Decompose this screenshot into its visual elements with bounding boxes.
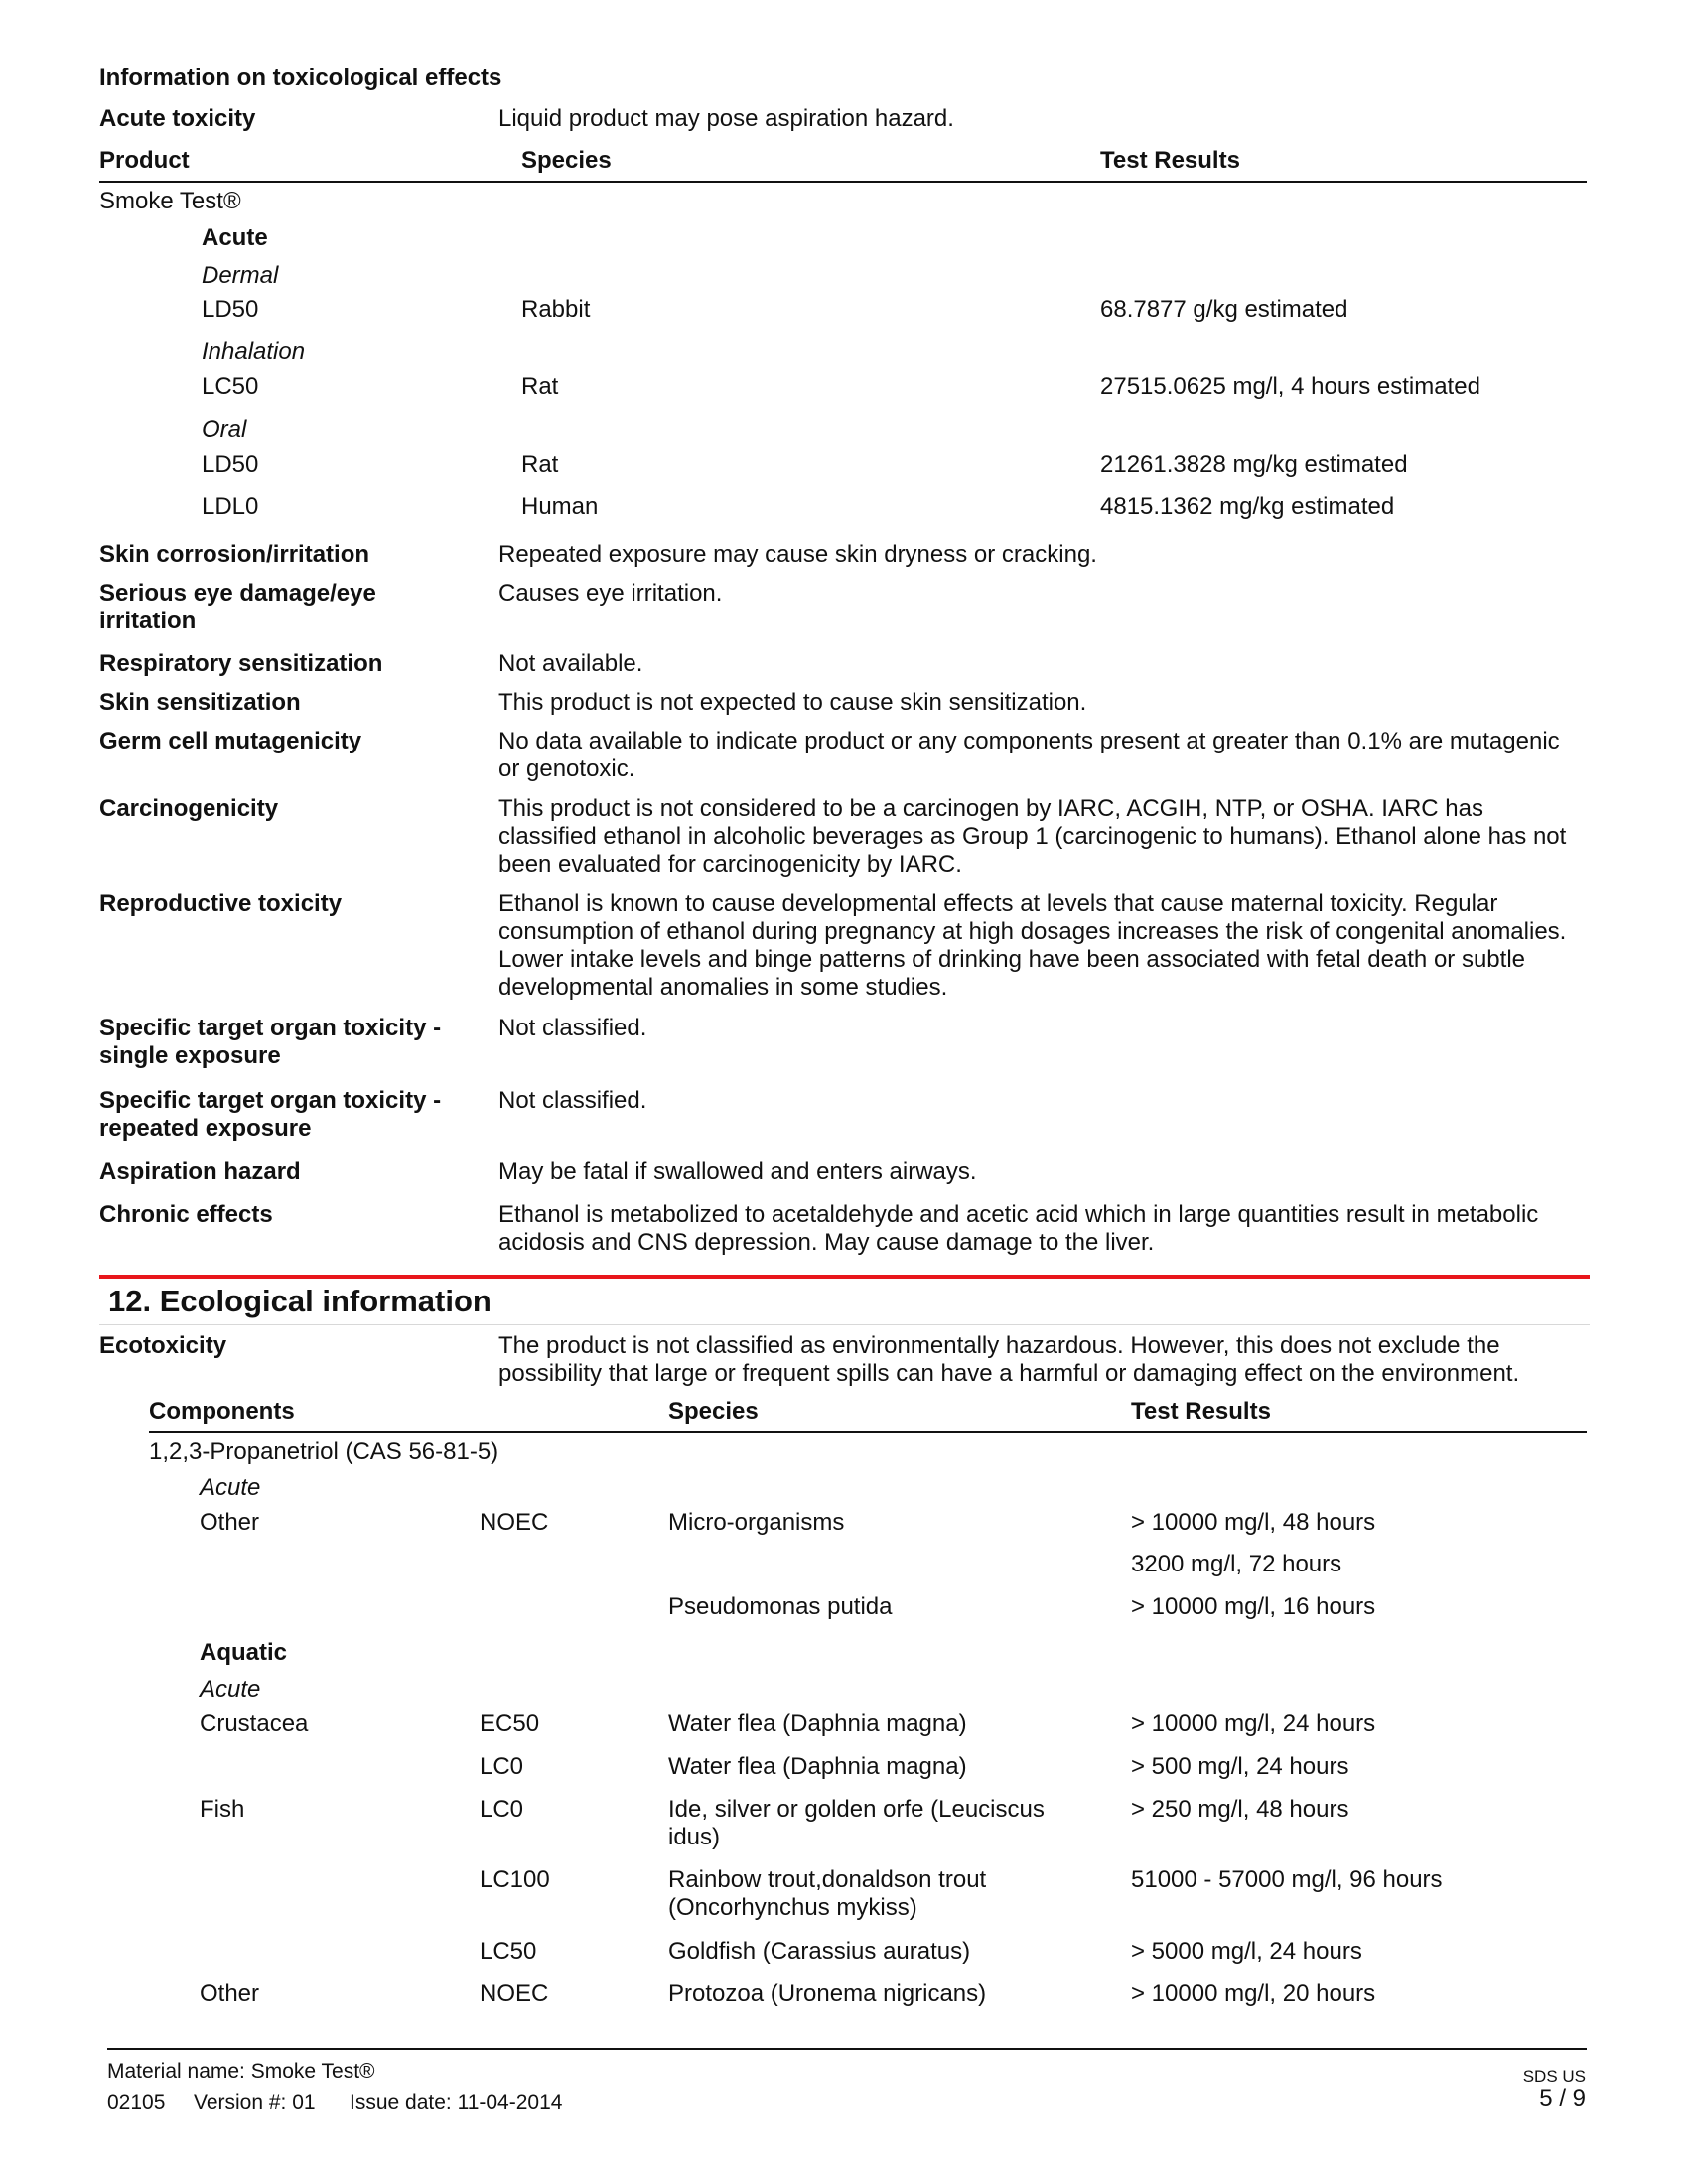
tox-product-name: Smoke Test® [99,188,241,214]
tox-header-results: Test Results [1100,147,1240,174]
tox-route-oral: Oral [202,416,247,443]
property-text: No data available to indicate product or any components present at greater than 0.1% are mutagenic or genotoxic. [498,728,1560,782]
eco-result: > 5000 mg/l, 24 hours [1131,1938,1362,1965]
property-text: Not classified. [498,1087,647,1114]
footer-doc-id: 02105 [107,2091,166,2114]
tox-route-dermal: Dermal [202,262,279,289]
section-divider [99,1275,1590,1279]
acute-toxicity-text: Liquid product may pose aspiration hazard. [498,105,954,132]
eco-result: > 250 mg/l, 48 hours [1131,1796,1349,1823]
eco-header-rule [149,1431,1587,1433]
eco-test: LC0 [480,1753,524,1780]
acute-toxicity-label: Acute toxicity [99,105,256,132]
tox-result: 27515.0625 mg/l, 4 hours estimated [1100,373,1480,400]
ecotoxicity-label: Ecotoxicity [99,1332,227,1359]
eco-species: Micro-organisms [668,1509,845,1536]
eco-test: EC50 [480,1710,540,1737]
property-text: This product is not expected to cause skin sensitization. [498,689,1087,716]
tox-test: LC50 [202,373,259,400]
property-label: Carcinogenicity [99,795,279,822]
tox-result: 4815.1362 mg/kg estimated [1100,493,1395,520]
toxicological-effects-heading: Information on toxicological effects [99,65,502,91]
property-label: Chronic effects [99,1201,273,1228]
eco-species: Protozoa (Uronema nigricans) [668,1980,987,2007]
property-label: Skin sensitization [99,689,301,716]
footer-material-name: Material name: Smoke Test® [107,2060,375,2083]
property-label: Aspiration hazard [99,1159,301,1185]
eco-header-components: Components [149,1398,295,1425]
tox-test: LDL0 [202,493,259,520]
eco-result: 3200 mg/l, 72 hours [1131,1551,1342,1577]
eco-category: Other [200,1509,260,1536]
eco-result: 51000 - 57000 mg/l, 96 hours [1131,1866,1443,1893]
tox-header-rule [99,181,1587,183]
tox-route-inhalation: Inhalation [202,339,306,365]
tox-species: Rat [521,451,559,478]
eco-result: > 10000 mg/l, 48 hours [1131,1509,1376,1536]
tox-acute-label: Acute [202,224,268,251]
section-title-underline [99,1324,1590,1325]
eco-category: Crustacea [200,1710,309,1737]
eco-species: Water flea (Daphnia magna) [668,1710,967,1737]
eco-result: > 10000 mg/l, 24 hours [1131,1710,1376,1737]
ecotoxicity-text: The product is not classified as environmentally hazardous. However, this does not exclude the possibility that large or frequent spills can have a harmful or damaging effect on the environment. [498,1332,1520,1387]
eco-category: Fish [200,1796,245,1823]
eco-component-name: 1,2,3-Propanetriol (CAS 56-81-5) [149,1438,499,1465]
property-label: Specific target organ toxicity - repeated exposure [99,1087,442,1142]
property-text: Not available. [498,650,643,677]
tox-result: 68.7877 g/kg estimated [1100,296,1348,323]
eco-species: Water flea (Daphnia magna) [668,1753,967,1780]
tox-test: LD50 [202,296,259,323]
property-text: This product is not considered to be a carcinogen by IARC, ACGIH, NTP, or OSHA. IARC has classified ethanol in alcoholic beverages as Group 1 (carcinogenic to humans). Ethanol alone has not been evaluated for carcinogenicity by IARC. [498,795,1567,878]
eco-test: NOEC [480,1980,549,2007]
eco-category: Other [200,1980,260,2007]
eco-aquatic-acute-label: Acute [200,1676,261,1703]
eco-aquatic-label: Aquatic [200,1639,288,1666]
eco-acute-label: Acute [200,1474,261,1501]
eco-test: NOEC [480,1509,549,1536]
property-label: Serious eye damage/eye irritation [99,580,376,634]
tox-header-product: Product [99,147,190,174]
property-text: Repeated exposure may cause skin dryness or cracking. [498,541,1097,568]
eco-test: LC0 [480,1796,524,1823]
section-12-title: 12. Ecological information [108,1284,492,1318]
eco-species: Ide, silver or golden orfe (Leuciscus idus) [668,1796,1045,1850]
tox-header-species: Species [521,147,612,174]
tox-test: LD50 [202,451,259,478]
footer-sds-label: SDS US [1522,2067,1586,2086]
eco-result: > 10000 mg/l, 20 hours [1131,1980,1376,2007]
property-label: Germ cell mutagenicity [99,728,362,754]
tox-species: Rabbit [521,296,591,323]
footer-page-number: 5 / 9 [1539,2085,1586,2112]
eco-result: > 500 mg/l, 24 hours [1131,1753,1349,1780]
footer-rule [107,2048,1587,2050]
eco-header-species: Species [668,1398,759,1425]
eco-header-results: Test Results [1131,1398,1271,1425]
property-label: Skin corrosion/irritation [99,541,370,568]
tox-result: 21261.3828 mg/kg estimated [1100,451,1408,478]
footer-issue-date: Issue date: 11-04-2014 [350,2091,563,2114]
property-text: Not classified. [498,1015,647,1041]
property-text: Ethanol is known to cause developmental effects at levels that cause maternal toxicity. Regular consumption of ethanol during pregnancy at high dosages increases the risk of congenital anomalies. Lower intake levels and binge patterns of drinking have been associated with fetal death or subtle developmental anomalies in some studies. [498,890,1567,1001]
property-label: Respiratory sensitization [99,650,383,677]
tox-species: Rat [521,373,559,400]
property-text: May be fatal if swallowed and enters airways. [498,1159,977,1185]
eco-species: Rainbow trout,donaldson trout (Oncorhynchus mykiss) [668,1866,987,1921]
eco-result: > 10000 mg/l, 16 hours [1131,1593,1376,1620]
eco-test: LC50 [480,1938,537,1965]
property-text: Causes eye irritation. [498,580,723,607]
property-label: Reproductive toxicity [99,890,343,917]
footer-version: Version #: 01 [194,2091,316,2114]
eco-test: LC100 [480,1866,550,1893]
property-label: Specific target organ toxicity - single exposure [99,1015,442,1069]
eco-species: Pseudomonas putida [668,1593,893,1620]
tox-species: Human [521,493,599,520]
eco-species: Goldfish (Carassius auratus) [668,1938,971,1965]
property-text: Ethanol is metabolized to acetaldehyde and acetic acid which in large quantities result in metabolic acidosis and CNS depression. May cause damage to the liver. [498,1201,1539,1256]
